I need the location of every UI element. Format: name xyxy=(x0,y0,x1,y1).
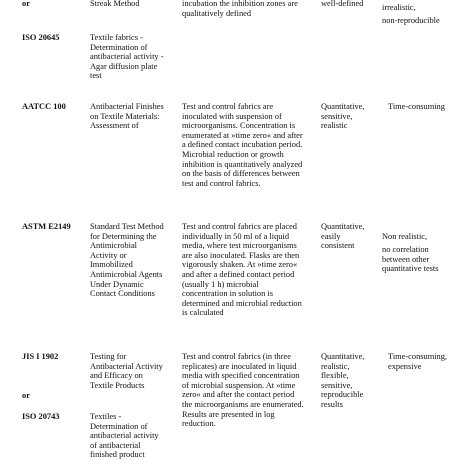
disadvantages-cell: Time-consuming, expensive xyxy=(388,352,448,371)
advantages-cell: Quantitative, easily consistent xyxy=(321,222,365,251)
principle-cell: Test and control fabrics are inoculated with suspension of microorganisms. Concentration is enumerated at »time zero« and after a defined contact incubation period. Microbial reduction or growth inhibition is quantitatively analyzed on the basis of differences between test and control fabrics. xyxy=(182,102,303,188)
test-method-cell: Textiles - Determination of antibacterial activity of antibacterial finished product xyxy=(90,412,159,460)
standard-or-label: or xyxy=(22,391,30,400)
standard-code-cell: ISO 20645 xyxy=(22,33,60,42)
advantages-cell: well-defined xyxy=(321,0,364,8)
standard-or-label: or xyxy=(22,0,30,8)
principle-cell: incubation the inhibition zones are qualitatively defined xyxy=(182,0,298,18)
disadvantages-cell: Time-consuming xyxy=(388,102,445,111)
disadvantages-cell xyxy=(382,0,472,26)
test-method-cell: Streak Method xyxy=(90,0,140,8)
disadvantages-cell xyxy=(382,222,472,274)
advantages-cell: Quantitative, sensitive, realistic xyxy=(321,102,365,131)
test-method-cell: Standard Test Method for Determining the Antimicrobial Activity or Immobilized Antimicrobial Agents Under Dynamic Contact Conditions xyxy=(90,222,164,299)
disadvantages-line: no correlation between other quantitative tests xyxy=(382,245,439,274)
test-method-cell: Textile fabrics - Determination of antibacterial activity - Agar diffusion plate test xyxy=(90,33,164,81)
disadvantages-line: non-reproducible xyxy=(382,16,440,26)
principle-cell: Test and control fabrics are placed individually in 50 ml of a liquid media, where test microorganisms are also inoculated. Flasks are then vigorously shaken. At »time zero« and after a defined contact period (usually 1 h) microbial concentration in solution is determined and microbial reduction is calculated xyxy=(182,222,302,318)
test-method-cell: Testing for Antibacterial Activity and Efficacy on Textile Products xyxy=(90,352,163,390)
standard-code-cell: ASTM E2149 xyxy=(22,222,71,231)
disadvantages-line: Non realistic, xyxy=(382,231,428,241)
disadvantages-line: irrealistic, xyxy=(382,2,416,12)
principle-cell: Test and control fabrics (in three replicates) are inoculated in liquid media with specified concentration of microbial suspension. At »time zero« and after the contact period the microorganisms are enumerated. Results are presented in log reduction. xyxy=(182,352,304,429)
standard-code-cell: JIS I 1902 xyxy=(22,352,59,361)
standard-code-cell: AATCC 100 xyxy=(22,102,66,111)
standard-code-cell: ISO 20743 xyxy=(22,412,60,421)
advantages-cell: Quantitative, realistic, flexible, sensitive, reproducible results xyxy=(321,352,365,409)
test-method-cell: Antibacterial Finishes on Textile Materials: Assessment of xyxy=(90,102,164,131)
